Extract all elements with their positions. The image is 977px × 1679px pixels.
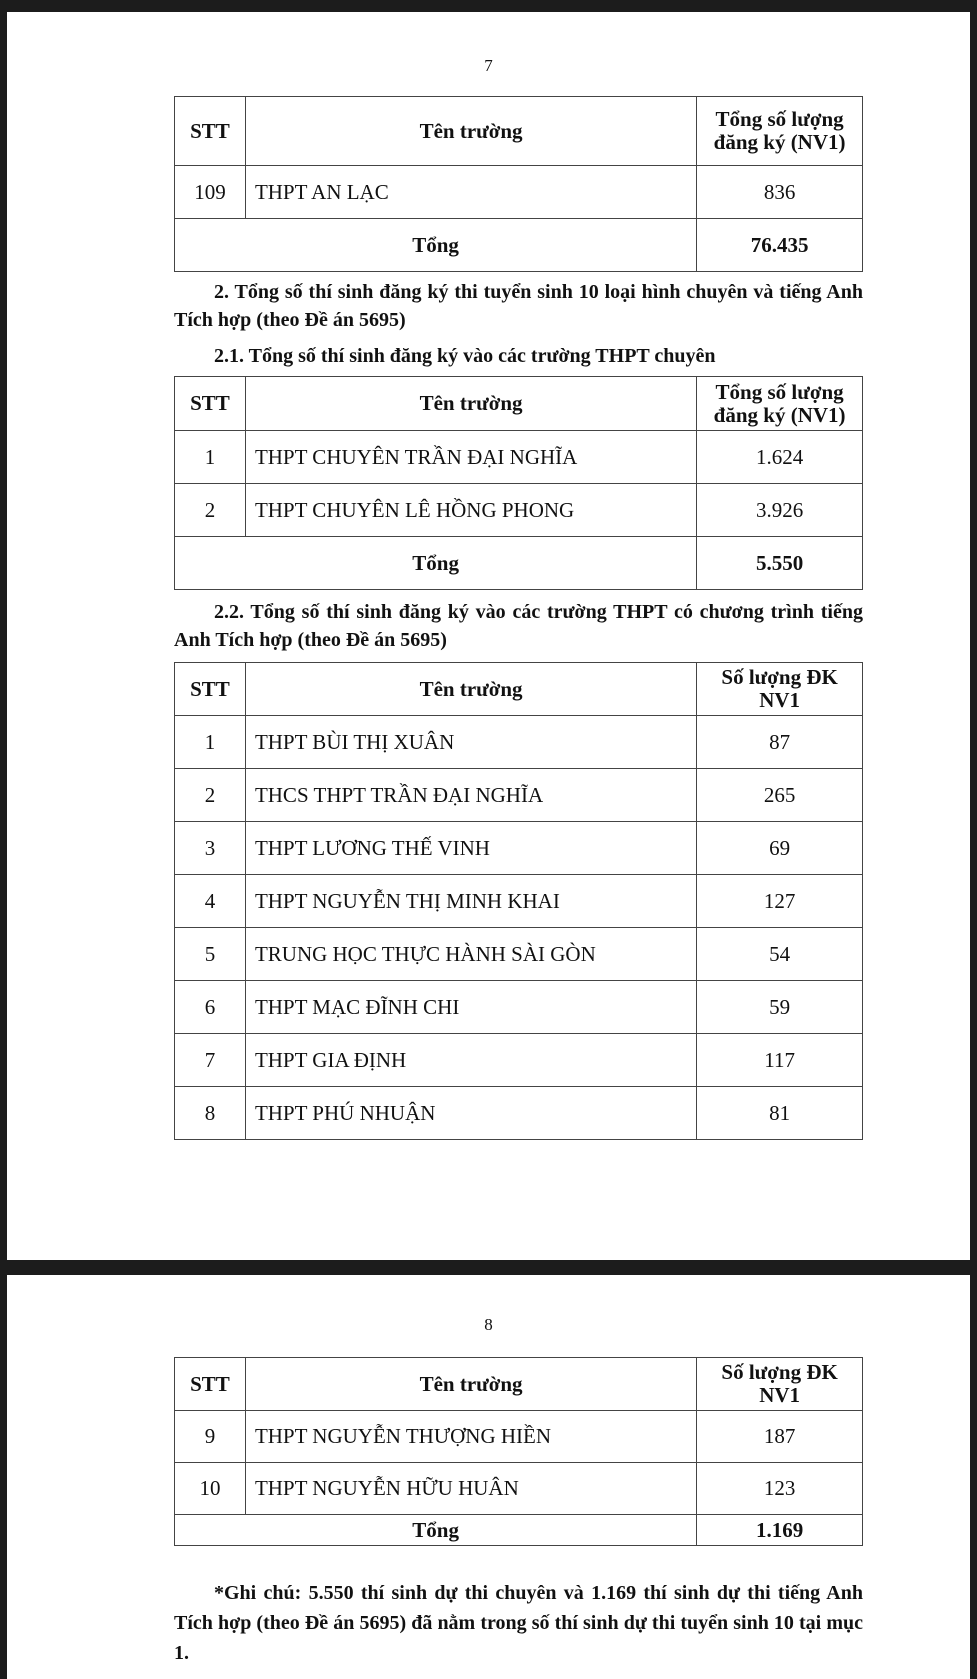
table-row [175,875,863,928]
table-total-registrations [174,96,863,272]
header-school-name: Tên trường [245,97,696,166]
row-school-name: THPT NGUYỄN THƯỢNG HIỀN [245,1411,696,1463]
header-stt: STT [175,377,246,431]
row-school-name: THPT PHÚ NHUẬN [245,1087,696,1140]
section-2-heading: 2. Tổng số thí sinh đăng ký thi tuyển sinh 10 loại hình chuyên và tiếng Anh Tích hợp (theo Đề án 5695) [174,281,863,331]
header-count: Số lượng ĐK NV1 [697,663,863,716]
table-row [175,928,863,981]
row-school-name: THPT CHUYÊN LÊ HỒNG PHONG [245,484,696,537]
row-count: 836 [697,166,863,219]
total-row [175,1515,863,1546]
table-header-row [175,377,863,431]
document-page-8 [7,1275,970,1679]
total-value: 76.435 [697,219,863,272]
row-school-name: THCS THPT TRẦN ĐẠI NGHĨA [245,769,696,822]
row-stt: 5 [175,928,246,981]
row-school-name: THPT MẠC ĐĨNH CHI [245,981,696,1034]
row-school-name: THPT BÙI THỊ XUÂN [245,716,696,769]
header-school-name: Tên trường [245,663,696,716]
row-stt: 2 [175,769,246,822]
row-count: 187 [697,1411,863,1463]
row-count: 59 [697,981,863,1034]
table-header-row [175,97,863,166]
row-stt: 4 [175,875,246,928]
total-label: Tổng [175,1515,697,1546]
total-value: 5.550 [697,537,863,590]
table-row [175,822,863,875]
row-school-name: TRUNG HỌC THỰC HÀNH SÀI GÒN [245,928,696,981]
total-row [175,219,863,272]
row-stt: 10 [175,1463,246,1515]
total-value: 1.169 [697,1515,863,1546]
header-count: Số lượng ĐK NV1 [697,1358,863,1411]
row-stt: 7 [175,1034,246,1087]
table-row [175,1411,863,1463]
total-label: Tổng [175,219,697,272]
table-integrated-english-schools-continued [174,1357,863,1546]
row-count: 117 [697,1034,863,1087]
row-school-name: THPT GIA ĐỊNH [245,1034,696,1087]
document-page-7 [7,12,970,1260]
footnote: *Ghi chú: 5.550 thí sinh dự thi chuyên và 1.169 thí sinh dự thi tiếng Anh Tích hợp (theo Đề án 5695) đã nằm trong số thí sinh dự thi tuyển sinh 10 tại mục 1. [174,1582,863,1664]
table-row [175,716,863,769]
row-count: 265 [697,769,863,822]
page-number: 8 [484,1315,493,1334]
row-count: 3.926 [697,484,863,537]
table-row [175,1463,863,1515]
row-count: 123 [697,1463,863,1515]
row-school-name: THPT LƯƠNG THẾ VINH [245,822,696,875]
row-school-name: THPT NGUYỄN HỮU HUÂN [245,1463,696,1515]
row-school-name: THPT NGUYỄN THỊ MINH KHAI [245,875,696,928]
header-stt: STT [175,97,246,166]
row-count: 87 [697,716,863,769]
row-count: 1.624 [697,431,863,484]
header-count: Tổng số lượng đăng ký (NV1) [697,377,863,431]
table-row [175,484,863,537]
row-stt: 1 [175,431,246,484]
table-integrated-english-schools [174,662,863,1140]
row-school-name: THPT AN LẠC [245,166,696,219]
total-row [175,537,863,590]
row-stt: 3 [175,822,246,875]
row-stt: 8 [175,1087,246,1140]
table-row [175,1034,863,1087]
table-row [175,166,863,219]
header-school-name: Tên trường [245,377,696,431]
table-row [175,431,863,484]
row-count: 81 [697,1087,863,1140]
row-stt: 1 [175,716,246,769]
header-school-name: Tên trường [245,1358,696,1411]
row-stt: 109 [175,166,246,219]
row-school-name: THPT CHUYÊN TRẦN ĐẠI NGHĨA [245,431,696,484]
table-header-row [175,1358,863,1411]
section-2-1-heading: 2.1. Tổng số thí sinh đăng ký vào các trường THPT chuyên [214,345,716,367]
row-stt: 6 [175,981,246,1034]
row-stt: 9 [175,1411,246,1463]
table-row [175,769,863,822]
table-header-row [175,663,863,716]
row-stt: 2 [175,484,246,537]
section-2-2-heading: 2.2. Tổng số thí sinh đăng ký vào các trường THPT có chương trình tiếng Anh Tích hợp (theo Đề án 5695) [174,601,863,651]
header-count: Tổng số lượng đăng ký (NV1) [697,97,863,166]
row-count: 127 [697,875,863,928]
table-row [175,1087,863,1140]
row-count: 69 [697,822,863,875]
row-count: 54 [697,928,863,981]
page-number: 7 [484,56,493,75]
table-specialized-schools [174,376,863,590]
table-row [175,981,863,1034]
header-stt: STT [175,1358,246,1411]
total-label: Tổng [175,537,697,590]
header-stt: STT [175,663,246,716]
